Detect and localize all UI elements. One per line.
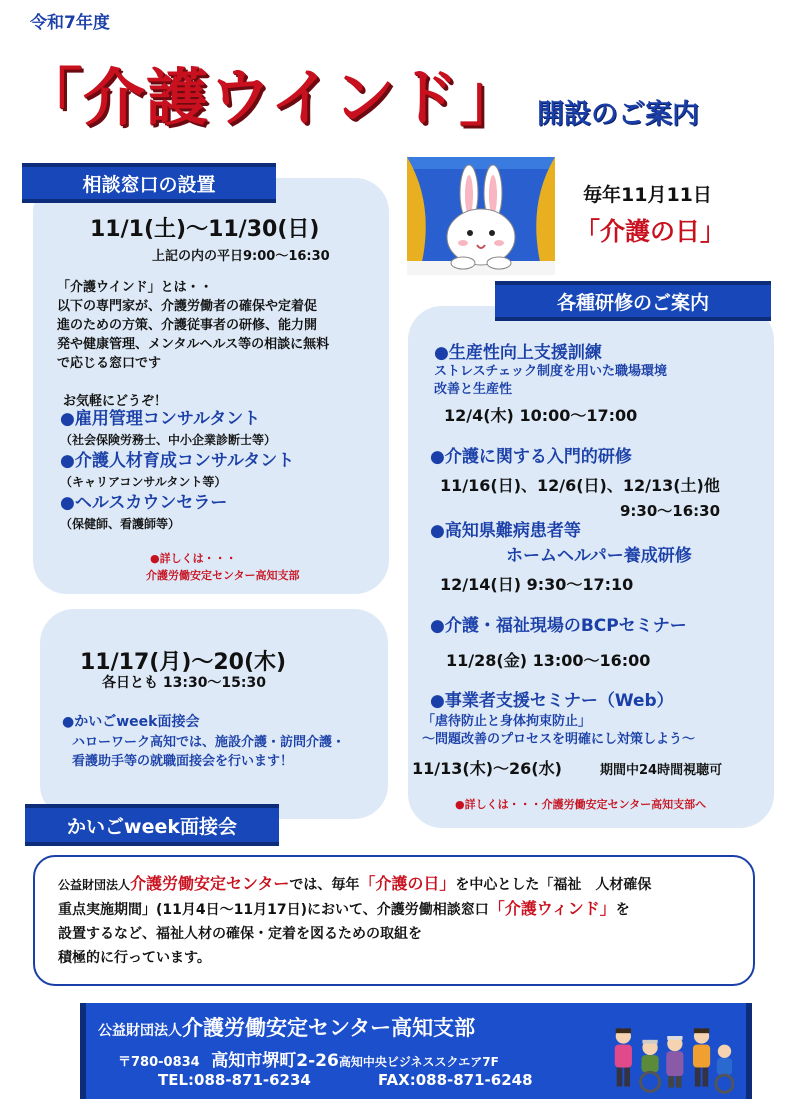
training-subtitle: ストレスチェック制度を用いた職場環境: [434, 364, 667, 379]
footer-address: [118, 1046, 499, 1071]
about-line: 進のための方策、介護従事者の研修、能力開: [57, 318, 318, 333]
expert-note: （社会保険労務士、中小企業診断士等）: [60, 433, 277, 447]
info-window-name: 「介護ウィンド」: [488, 899, 616, 918]
week-tab-label: かいごweek面接会: [67, 815, 237, 838]
training-details: ●詳しくは・・・介護労働安定センター高知支部へ: [455, 798, 707, 811]
training-title: ●高知県難病患者等: [430, 521, 581, 541]
training-tab: [495, 281, 771, 321]
info-line: [58, 897, 651, 922]
footer-building: 高知中央ビジネススクエア7F: [338, 1055, 499, 1069]
training-date: 11/13(木)～26(水): [412, 759, 562, 778]
info-text-part: 重点実施期間」(11月4日～11月17日)において、介護労働相談窓口: [58, 902, 489, 918]
info-text-part: を: [615, 902, 630, 918]
consult-details-org: 介護労働安定センター高知支部: [146, 569, 300, 582]
training-title: ●事業者支援セミナー（Web）: [430, 691, 674, 711]
consult-dates: 11/1(土)～11/30(日): [90, 217, 320, 242]
info-text-part: では、毎年: [289, 877, 360, 893]
training-subtitle: 「虐待防止と身体拘束防止」: [422, 714, 592, 729]
caregivers-illustration: [610, 1018, 734, 1096]
info-org-prefix: 公益財団法人: [58, 878, 131, 892]
footer-tel: TEL:088-871-6234: [158, 1071, 311, 1089]
page-title: 「介護ウインド」: [20, 61, 523, 134]
about-line: 「介護ウインド」とは・・: [57, 280, 213, 295]
training-date: 12/4(木) 10:00～17:00: [444, 406, 638, 425]
info-care-day: 「介護の日」: [359, 874, 456, 893]
training-title: ●介護・福祉現場のBCPセミナー: [430, 616, 687, 636]
training-subtitle: ～問題改善のプロセスを明確にし対策しよう～: [422, 732, 696, 747]
consult-tab: [22, 163, 276, 203]
week-desc: ハローワーク高知では、施設介護・訪問介護・: [72, 735, 346, 750]
care-day-title: 「介護の日」: [575, 217, 726, 246]
training-note: 期間中24時間視聴可: [600, 763, 723, 778]
week-title: ●かいごweek面接会: [62, 714, 200, 730]
expert-list: [60, 408, 294, 534]
week-tab: [25, 804, 279, 846]
expert-note: （保健師、看護師等）: [60, 517, 181, 531]
about-line: 発や健康管理、メンタルヘルス等の相談に無料: [57, 337, 330, 352]
training-date: 11/16(日)、12/6(日)、12/13(土)他: [440, 476, 720, 495]
info-line: 設置するなど、福祉人材の確保・定着を図るための取組を: [58, 926, 422, 942]
consult-welcome: お気軽にどうぞ！: [63, 394, 168, 409]
fiscal-year: 令和7年度: [30, 13, 110, 33]
training-time: 9:30～16:30: [620, 502, 721, 520]
expert-note: （キャリアコンサルタント等）: [60, 475, 227, 489]
consult-tab-label: 相談窓口の設置: [82, 173, 216, 196]
page-title-suffix: 開設のご案内: [537, 99, 699, 130]
week-dates: 11/17(月)～20(木): [80, 650, 287, 675]
training-title: ●生産性向上支援訓練: [434, 343, 602, 363]
expert-title: ●ヘルスカウンセラー: [60, 493, 228, 513]
info-line: 積極的に行っています。: [58, 950, 211, 966]
footer-street: 高知市堺町2-26: [211, 1051, 339, 1071]
footer-org-name: 介護労働安定センター高知支部: [182, 1016, 476, 1040]
footer-org: [98, 1012, 475, 1042]
info-line: [58, 872, 651, 897]
about-line: で応じる窓口です: [57, 356, 162, 371]
info-text-part: を中心とした「福祉 人材確保: [455, 877, 652, 893]
training-subtitle: 改善と生産性: [434, 382, 513, 397]
footer-org-prefix: 公益財団法人: [98, 1023, 182, 1039]
footer-fax: FAX:088-871-6248: [378, 1071, 533, 1089]
care-day-date: 毎年11月11日: [583, 184, 712, 206]
training-title-2: ホームヘルパー養成研修: [506, 546, 692, 566]
consult-hours: 上記の内の平日9:00～16:30: [152, 249, 330, 264]
week-desc: 看護助手等の就職面接会を行います！: [72, 754, 294, 769]
about-line: 以下の専門家が、介護労働者の確保や定着促: [57, 299, 318, 314]
consult-about: [57, 278, 329, 373]
training-date: 11/28(金) 13:00～16:00: [446, 651, 651, 670]
info-text: [58, 872, 651, 970]
training-date: 12/14(日) 9:30～17:10: [440, 575, 634, 594]
expert-title: ●雇用管理コンサルタント: [60, 409, 261, 429]
expert-title: ●介護人材育成コンサルタント: [60, 451, 295, 471]
consult-details-label: ●詳しくは・・・: [150, 552, 237, 565]
footer-postal: 〒780-0834: [118, 1055, 200, 1070]
training-title: ●介護に関する入門的研修: [430, 447, 632, 467]
rabbit-illustration: [407, 157, 555, 275]
week-hours: 各日とも 13:30～15:30: [102, 675, 267, 691]
training-tab-label: 各種研修のご案内: [556, 291, 709, 314]
info-org-name: 介護労働安定センター: [130, 874, 290, 893]
